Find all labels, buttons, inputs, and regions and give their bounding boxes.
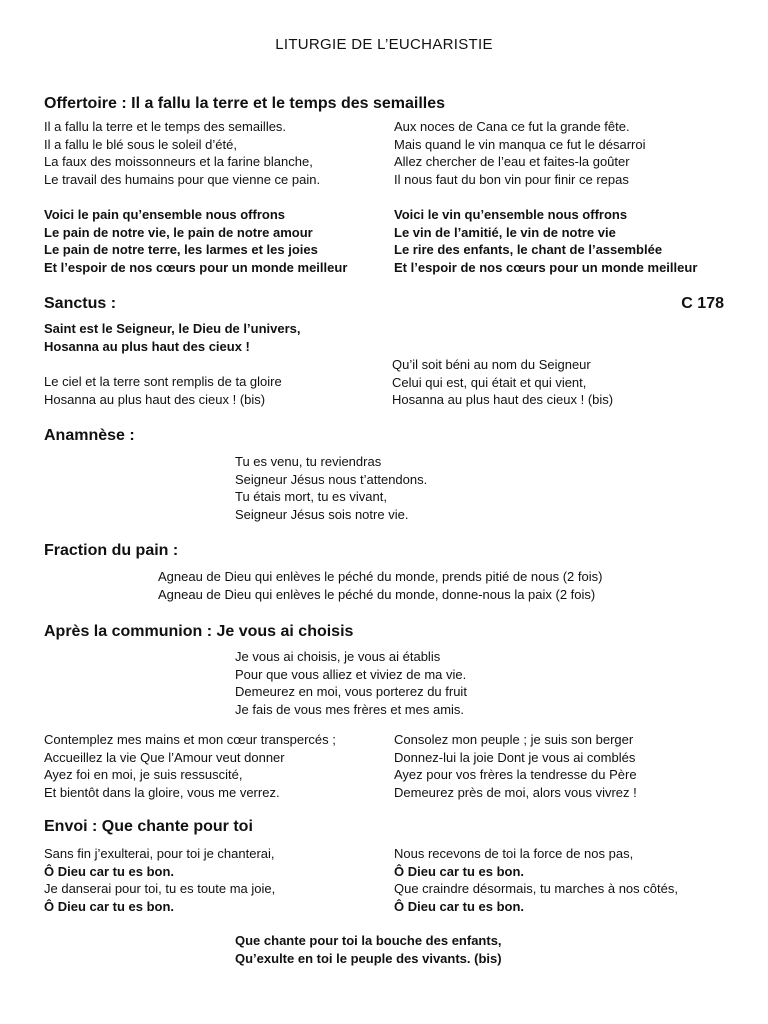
sanctus-refrain — [44, 320, 300, 355]
verse-line: Seigneur Jésus nous t’attendons. — [235, 471, 428, 487]
anamnese-heading: Anamnèse : — [44, 427, 135, 444]
verse-line: Demeurez près de moi, alors vous vivrez ! — [394, 784, 637, 800]
sanctus-heading: Sanctus : — [44, 295, 117, 312]
verse-line: Sans fin j’exulterai, pour toi je chanterai, — [44, 846, 275, 861]
verse-line: Qu’il soit béni au nom du Seigneur — [392, 357, 591, 372]
verse-line: Ayez pour vos frères la tendresse du Père — [394, 767, 637, 782]
verse-line: Ô Dieu car tu es bon. — [44, 898, 175, 914]
envoi-left-verse — [44, 845, 275, 915]
offertoire-heading: Offertoire : Il a fallu la terre et le temps des semailles — [44, 95, 446, 112]
communion-refrain — [235, 648, 467, 718]
refrain-line: Le pain de notre vie, le pain de notre amour — [44, 224, 313, 240]
page-title: LITURGIE DE L’EUCHARISTIE — [275, 36, 493, 53]
verse-line: Contemplez mes mains et mon cœur transpercés ; — [44, 732, 336, 747]
envoi-refrain — [235, 932, 502, 967]
verse-line: La faux des moissonneurs et la farine blanche, — [44, 154, 313, 169]
communion-heading: Après la communion : Je vous ai choisis — [44, 623, 354, 640]
verse-line: Tu es venu, tu reviendras — [235, 454, 382, 469]
verse-line: Le travail des humains pour que vienne ce pain. — [44, 171, 321, 187]
refrain-line: Et l’espoir de nos cœurs pour un monde meilleur — [394, 259, 698, 275]
verse-line: Ayez foi en moi, je suis ressuscité, — [44, 767, 243, 782]
refrain-line: Je fais de vous mes frères et mes amis. — [235, 701, 465, 717]
verse-line: Mais quand le vin manqua ce fut le désarroi — [394, 136, 646, 152]
refrain-line: Voici le pain qu’ensemble nous offrons — [44, 207, 286, 222]
fraction-heading: Fraction du pain : — [44, 542, 179, 559]
verse-line: Ô Dieu car tu es bon. — [394, 863, 525, 879]
sanctus-left-verse — [44, 373, 282, 408]
verse-line: Allez chercher de l’eau et faites-la goûter — [394, 154, 630, 169]
anamnese-text — [235, 453, 427, 523]
verse-line: Que craindre désormais, tu marches à nos côtés, — [394, 881, 678, 896]
refrain-line: Saint est le Seigneur, le Dieu de l’univers, — [44, 321, 301, 336]
offertoire-right-refrain — [394, 206, 697, 276]
verse-line: Agneau de Dieu qui enlèves le péché du monde, prends pitié de nous (2 fois) — [158, 569, 603, 584]
verse-line: Hosanna au plus haut des cieux ! (bis) — [392, 392, 614, 407]
refrain-line: Le vin de l’amitié, le vin de notre vie — [394, 224, 616, 240]
refrain-line: Le rire des enfants, le chant de l’assemblée — [394, 242, 663, 257]
envoi-right-verse — [394, 845, 678, 915]
envoi-heading: Envoi : Que chante pour toi — [44, 818, 253, 835]
verse-line: Aux noces de Cana ce fut la grande fête. — [394, 119, 630, 134]
offertoire-right-verse — [394, 118, 645, 188]
verse-line: Et bientôt dans la gloire, vous me verrez. — [44, 784, 280, 800]
verse-line: Ô Dieu car tu es bon. — [44, 863, 175, 879]
verse-line: Je danserai pour toi, tu es toute ma joie, — [44, 881, 276, 896]
communion-left-verse — [44, 731, 336, 801]
verse-line: Tu étais mort, tu es vivant, — [235, 489, 387, 504]
verse-line: Donnez-lui la joie Dont je vous ai comblés — [394, 749, 636, 765]
offertoire-left-refrain — [44, 206, 347, 276]
refrain-line: Voici le vin qu’ensemble nous offrons — [394, 207, 628, 222]
verse-line: Hosanna au plus haut des cieux ! (bis) — [44, 391, 266, 407]
sanctus-reference: C 178 — [681, 295, 724, 312]
refrain-line: Le pain de notre terre, les larmes et les joies — [44, 242, 318, 257]
sanctus-right-verse — [392, 356, 613, 409]
verse-line: Nous recevons de toi la force de nos pas, — [394, 846, 634, 861]
refrain-line: Que chante pour toi la bouche des enfants, — [235, 933, 502, 948]
verse-line: Il a fallu la terre et le temps des semailles. — [44, 119, 287, 134]
refrain-line: Hosanna au plus haut des cieux ! — [44, 338, 250, 354]
verse-line: Le ciel et la terre sont remplis de ta gloire — [44, 374, 282, 389]
refrain-line: Et l’espoir de nos cœurs pour un monde meilleur — [44, 259, 348, 275]
verse-line: Il nous faut du bon vin pour finir ce repas — [394, 171, 629, 187]
verse-line: Il a fallu le blé sous le soleil d’été, — [44, 136, 237, 152]
verse-line: Accueillez la vie Que l’Amour veut donner — [44, 749, 285, 765]
refrain-line: Pour que vous alliez et viviez de ma vie. — [235, 666, 467, 682]
verse-line: Celui qui est, qui était et qui vient, — [392, 374, 587, 390]
verse-line: Seigneur Jésus sois notre vie. — [235, 506, 409, 522]
verse-line: Consolez mon peuple ; je suis son berger — [394, 732, 634, 747]
refrain-line: Je vous ai choisis, je vous ai établis — [235, 649, 441, 664]
fraction-text — [158, 568, 602, 603]
offertoire-left-verse — [44, 118, 320, 188]
refrain-line: Demeurez en moi, vous porterez du fruit — [235, 684, 467, 699]
verse-line: Agneau de Dieu qui enlèves le péché du monde, donne-nous la paix (2 fois) — [158, 586, 596, 602]
verse-line: Ô Dieu car tu es bon. — [394, 898, 525, 914]
communion-right-verse — [394, 731, 637, 801]
refrain-line: Qu’exulte en toi le peuple des vivants. (bis) — [235, 950, 502, 966]
